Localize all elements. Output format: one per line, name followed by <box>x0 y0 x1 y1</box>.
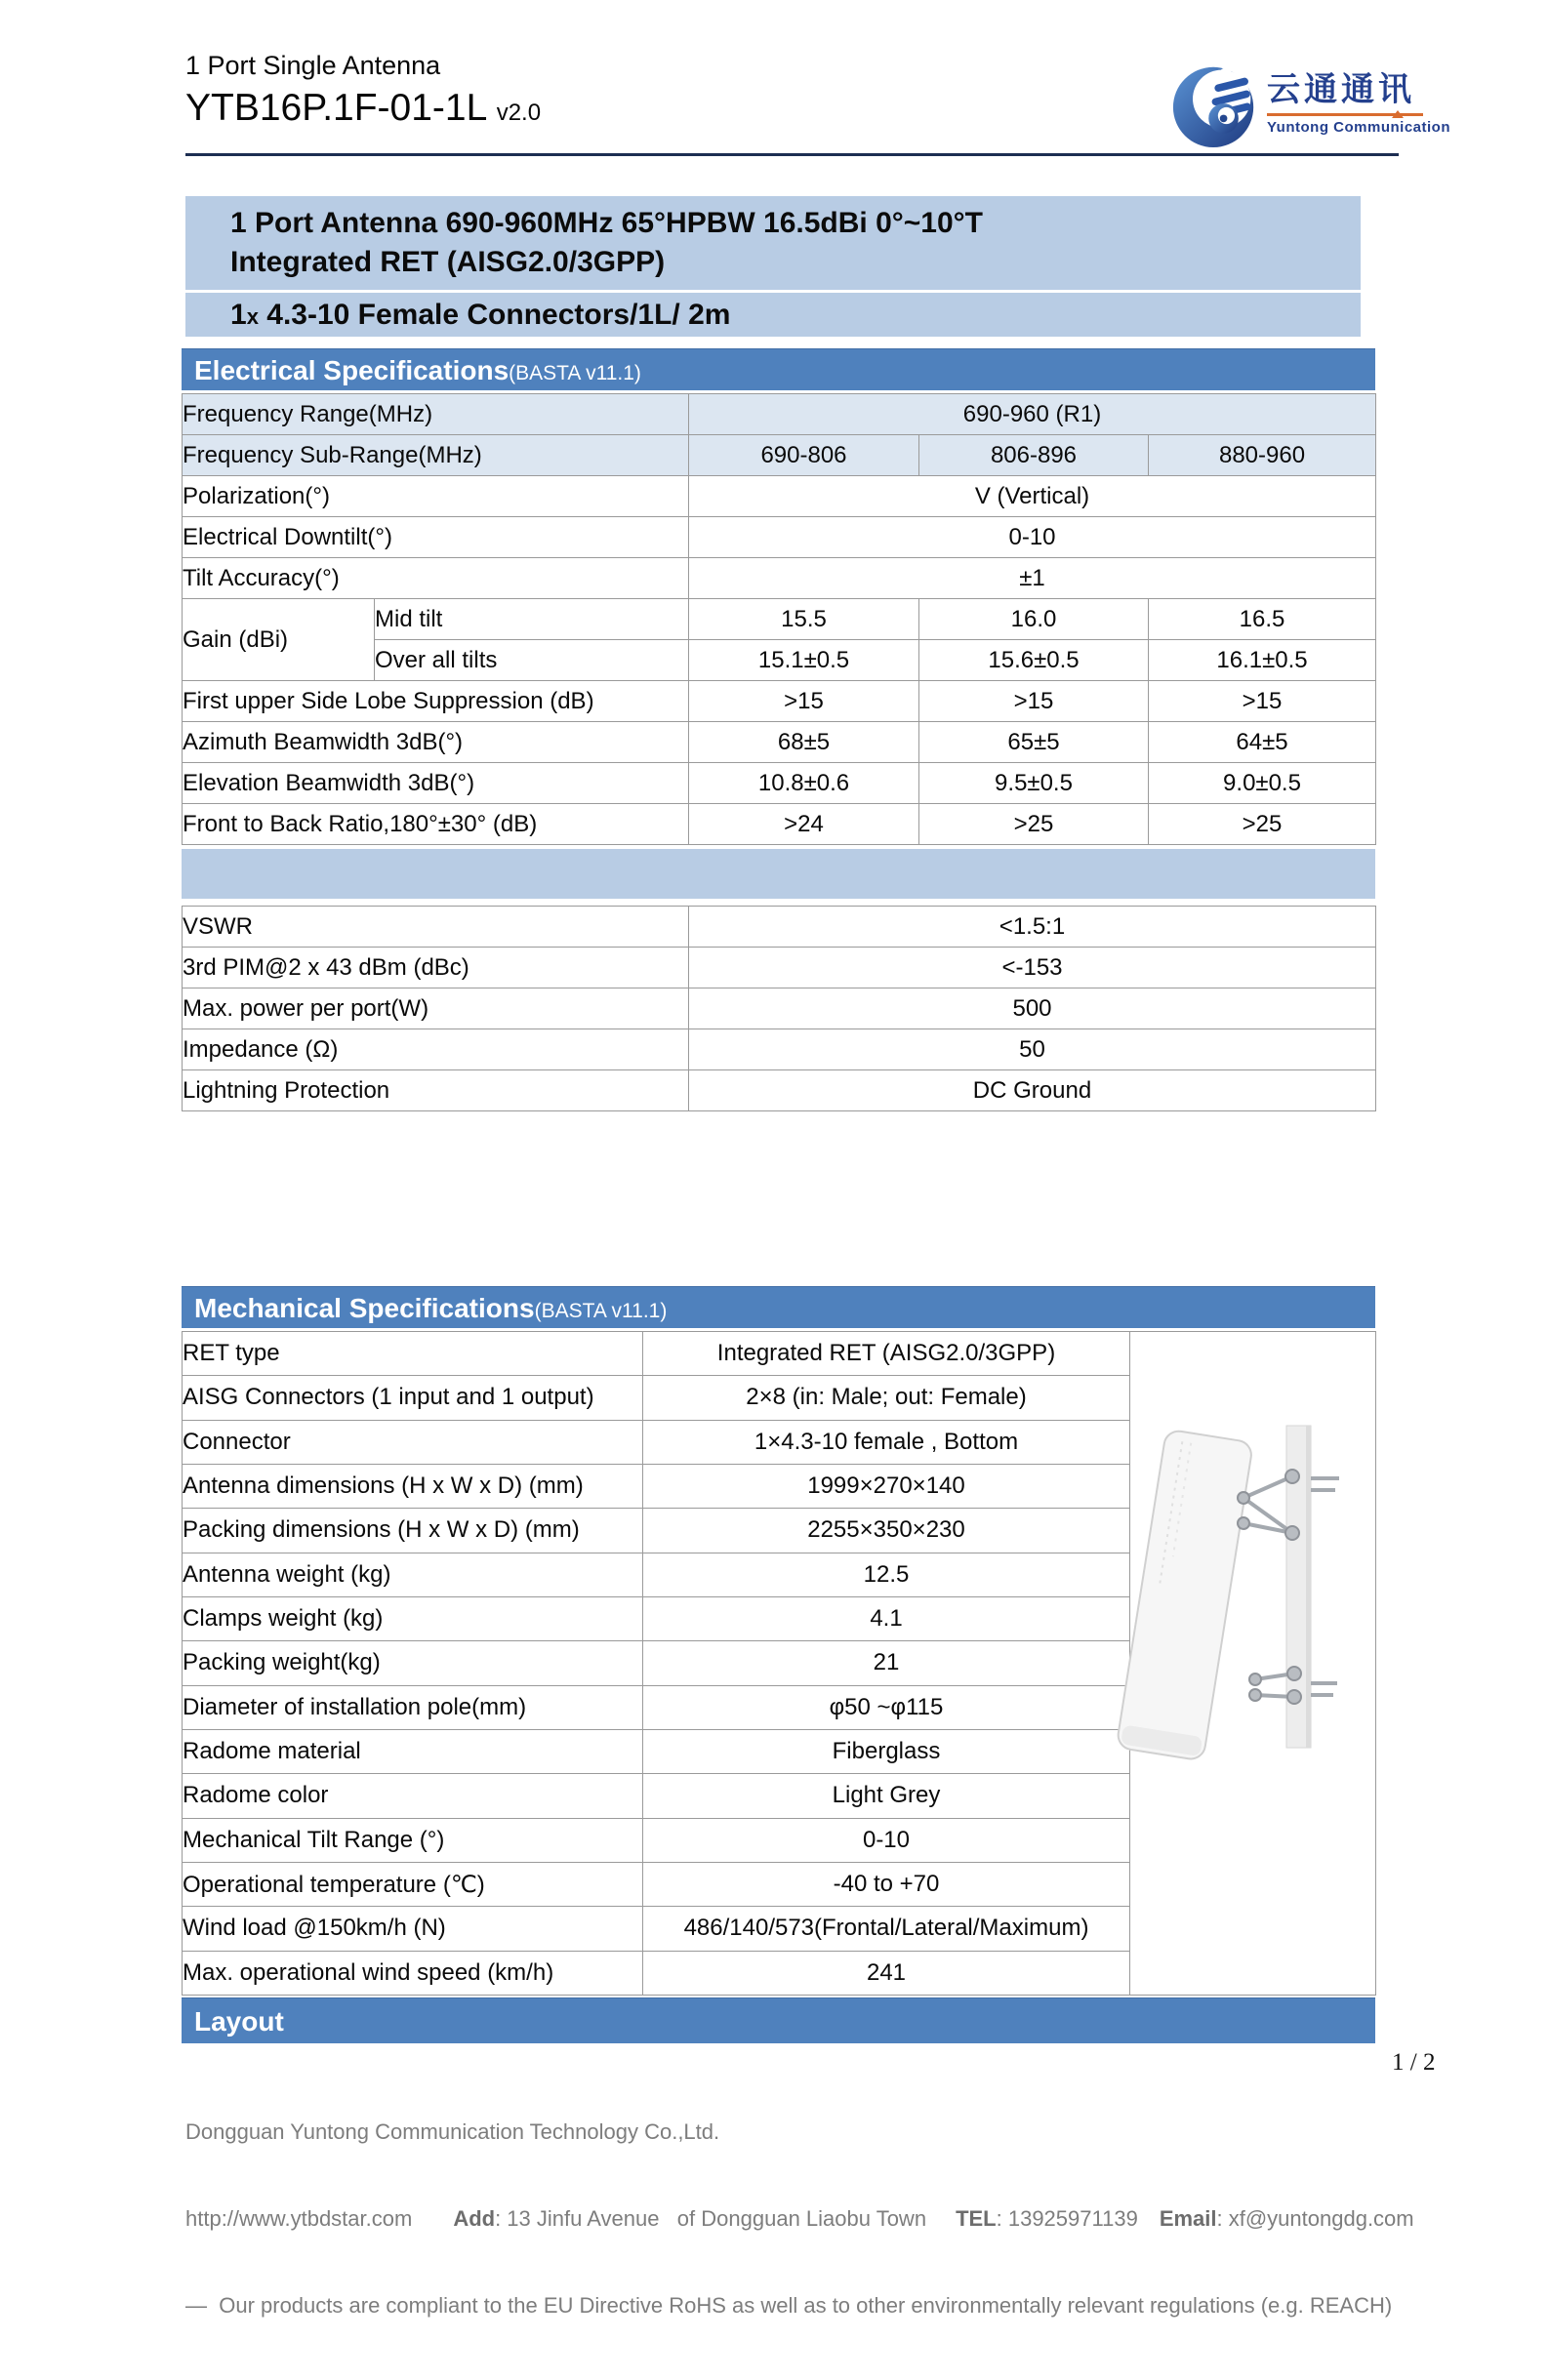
spec-value: 10.8±0.6 <box>689 763 919 804</box>
spec-value: 880-960 <box>1149 435 1376 476</box>
antenna-photo-cell <box>1130 1332 1376 1996</box>
table-row <box>183 1070 1376 1111</box>
separator-band <box>182 849 1375 899</box>
spec-label: Packing dimensions (H x W x D) (mm) <box>183 1509 643 1553</box>
page-number: 1 / 2 <box>1392 2049 1436 2076</box>
spec-label: Antenna dimensions (H x W x D) (mm) <box>183 1464 643 1508</box>
table-row <box>183 599 1376 640</box>
electrical-section-standard: (BASTA v11.1) <box>509 362 641 384</box>
spec-label: Max. operational wind speed (km/h) <box>183 1951 643 1995</box>
table-row <box>183 394 1376 435</box>
spec-value: Light Grey <box>643 1774 1130 1818</box>
spec-value: 2×8 (in: Male; out: Female) <box>643 1376 1130 1420</box>
table-row <box>183 1332 1376 1376</box>
spec-value: 2255×350×230 <box>643 1509 1130 1553</box>
spec-value: >15 <box>919 681 1149 722</box>
spec-value: 0-10 <box>643 1818 1130 1862</box>
spec-value: >15 <box>1149 681 1376 722</box>
spec-label: Connector <box>183 1420 643 1464</box>
spec-value: 68±5 <box>689 722 919 763</box>
header <box>185 51 541 130</box>
spec-sublabel: Mid tilt <box>375 599 689 640</box>
spec-value: 64±5 <box>1149 722 1376 763</box>
spec-value: 0-10 <box>689 517 1376 558</box>
footer-contact <box>185 2206 1425 2232</box>
spec-label: Electrical Downtilt(°) <box>183 517 689 558</box>
footer-email: : xf@yuntongdg.com <box>1216 2206 1414 2231</box>
spec-label: Frequency Sub-Range(MHz) <box>183 435 689 476</box>
footer <box>185 2069 1425 2380</box>
banner-line-1: 1 Port Antenna 690-960MHz 65°HPBW 16.5dBi 0°~10°T <box>230 207 983 239</box>
spec-label: RET type <box>183 1332 643 1376</box>
antenna-photo <box>1130 1332 1374 1988</box>
spec-label: Polarization(°) <box>183 476 689 517</box>
spec-value: >25 <box>1149 804 1376 845</box>
header-divider <box>185 153 1399 156</box>
spec-value: ±1 <box>689 558 1376 599</box>
spec-label: First upper Side Lobe Suppression (dB) <box>183 681 689 722</box>
spec-value: 15.5 <box>689 599 919 640</box>
spec-label: Radome color <box>183 1774 643 1818</box>
spec-value: 16.5 <box>1149 599 1376 640</box>
table-row <box>183 988 1376 1029</box>
spec-label: Wind load @150km/h (N) <box>183 1907 643 1951</box>
table-row <box>183 804 1376 845</box>
spec-value: 12.5 <box>643 1553 1130 1596</box>
spec-value: 4.1 <box>643 1596 1130 1640</box>
spec-label: Radome material <box>183 1729 643 1773</box>
spec-value: 690-960 (R1) <box>689 394 1376 435</box>
brand-logo <box>1171 62 1450 148</box>
model-version: v2.0 <box>496 100 542 126</box>
spec-label: Tilt Accuracy(°) <box>183 558 689 599</box>
electrical-section-title: Electrical Specifications <box>194 355 510 385</box>
spec-value: 16.0 <box>919 599 1149 640</box>
spec-label: VSWR <box>183 907 689 948</box>
banner-port-count: 1 <box>230 299 247 331</box>
product-title-banner <box>185 196 1361 337</box>
footer-email-label: Email <box>1159 2206 1217 2231</box>
spec-value: DC Ground <box>689 1070 1376 1111</box>
footer-company: Dongguan Yuntong Communication Technology Co.,Ltd. <box>185 2119 720 2144</box>
spec-value: >25 <box>919 804 1149 845</box>
logo-name-en: Yuntong Communication <box>1267 119 1450 136</box>
logo-name-cn: 云通通讯 <box>1267 71 1415 108</box>
electrical-section-header <box>182 348 1375 390</box>
logo-text <box>1267 62 1450 136</box>
logo-swirl-icon <box>1171 62 1257 148</box>
electrical-table <box>182 393 1376 845</box>
spec-value: 1×4.3-10 female , Bottom <box>643 1420 1130 1464</box>
spec-label: 3rd PIM@2 x 43 dBm (dBc) <box>183 948 689 988</box>
footer-website: http://www.ytbdstar.com <box>185 2206 413 2231</box>
mechanical-specs-section <box>182 1286 1375 2043</box>
spec-label: Frequency Range(MHz) <box>183 394 689 435</box>
spec-value: 806-896 <box>919 435 1149 476</box>
table-row <box>183 948 1376 988</box>
spec-label: Azimuth Beamwidth 3dB(°) <box>183 722 689 763</box>
spec-label: Clamps weight (kg) <box>183 1596 643 1640</box>
table-row <box>183 558 1376 599</box>
spec-label: Gain (dBi) <box>183 599 375 681</box>
mechanical-section-header <box>182 1286 1375 1328</box>
spec-value: 16.1±0.5 <box>1149 640 1376 681</box>
spec-value: 9.5±0.5 <box>919 763 1149 804</box>
logo-orange-rule <box>1267 113 1423 116</box>
spec-value: 486/140/573(Frontal/Lateral/Maximum) <box>643 1907 1130 1951</box>
spec-value: 65±5 <box>919 722 1149 763</box>
spec-value: >15 <box>689 681 919 722</box>
mechanical-table <box>182 1331 1376 1996</box>
table-row <box>183 722 1376 763</box>
spec-value: -40 to +70 <box>643 1862 1130 1906</box>
electrical-specs-section <box>182 348 1375 1111</box>
spec-value: Integrated RET (AISG2.0/3GPP) <box>643 1332 1130 1376</box>
table-row <box>183 763 1376 804</box>
footer-address-label: Add <box>453 2206 496 2231</box>
spec-label: Antenna weight (kg) <box>183 1553 643 1596</box>
layout-section-header <box>182 1997 1375 2043</box>
table-row <box>183 476 1376 517</box>
spec-value: 241 <box>643 1951 1130 1995</box>
table-row <box>183 681 1376 722</box>
spec-value: φ50 ~φ115 <box>643 1685 1130 1729</box>
footer-compliance: — Our products are compliant to the EU Directive RoHS as well as to other environmentally relevant regulations (e.g. REACH) <box>185 2293 1393 2318</box>
footer-tel: : 13925971139 <box>996 2206 1138 2231</box>
spec-label: Elevation Beamwidth 3dB(°) <box>183 763 689 804</box>
electrical-table-2 <box>182 906 1376 1111</box>
spec-value: Fiberglass <box>643 1729 1130 1773</box>
banner-port-x: x <box>246 304 259 329</box>
spec-value: <-153 <box>689 948 1376 988</box>
spec-value: V (Vertical) <box>689 476 1376 517</box>
spec-label: Lightning Protection <box>183 1070 689 1111</box>
mechanical-section-standard: (BASTA v11.1) <box>534 1300 668 1322</box>
spec-value: 500 <box>689 988 1376 1029</box>
spec-label: Mechanical Tilt Range (°) <box>183 1818 643 1862</box>
footer-address: : 13 Jinfu Avenue of Dongguan Liaobu Town <box>495 2206 927 2231</box>
spec-value: >24 <box>689 804 919 845</box>
model-number: YTB16P.1F-01-1L <box>185 87 486 129</box>
spec-label: Front to Back Ratio,180°±30° (dB) <box>183 804 689 845</box>
spec-value: 1999×270×140 <box>643 1464 1130 1508</box>
layout-section-title: Layout <box>194 2006 284 2037</box>
spec-value: 15.1±0.5 <box>689 640 919 681</box>
table-row <box>183 907 1376 948</box>
spec-label: Impedance (Ω) <box>183 1029 689 1070</box>
spec-label: AISG Connectors (1 input and 1 output) <box>183 1376 643 1420</box>
spec-value: 9.0±0.5 <box>1149 763 1376 804</box>
spec-value: 50 <box>689 1029 1376 1070</box>
spec-sublabel: Over all tilts <box>375 640 689 681</box>
spec-label: Packing weight(kg) <box>183 1641 643 1685</box>
table-row <box>183 1029 1376 1070</box>
table-row <box>183 435 1376 476</box>
banner-connector-text: 4.3-10 Female Connectors/1L/ 2m <box>258 299 731 331</box>
product-model <box>185 87 541 130</box>
table-row <box>183 517 1376 558</box>
spec-label: Diameter of installation pole(mm) <box>183 1685 643 1729</box>
banner-main <box>185 196 1361 290</box>
spec-value: <1.5:1 <box>689 907 1376 948</box>
spec-label: Operational temperature (℃) <box>183 1862 643 1906</box>
banner-line-2: Integrated RET (AISG2.0/3GPP) <box>230 246 666 278</box>
spec-label: Max. power per port(W) <box>183 988 689 1029</box>
spec-value: 15.6±0.5 <box>919 640 1149 681</box>
footer-tel-label: TEL <box>956 2206 997 2231</box>
banner-line-3 <box>185 293 1361 337</box>
spec-value: 21 <box>643 1641 1130 1685</box>
product-category: 1 Port Single Antenna <box>185 51 441 80</box>
spec-value: 690-806 <box>689 435 919 476</box>
mechanical-section-title: Mechanical Specifications <box>194 1293 535 1323</box>
